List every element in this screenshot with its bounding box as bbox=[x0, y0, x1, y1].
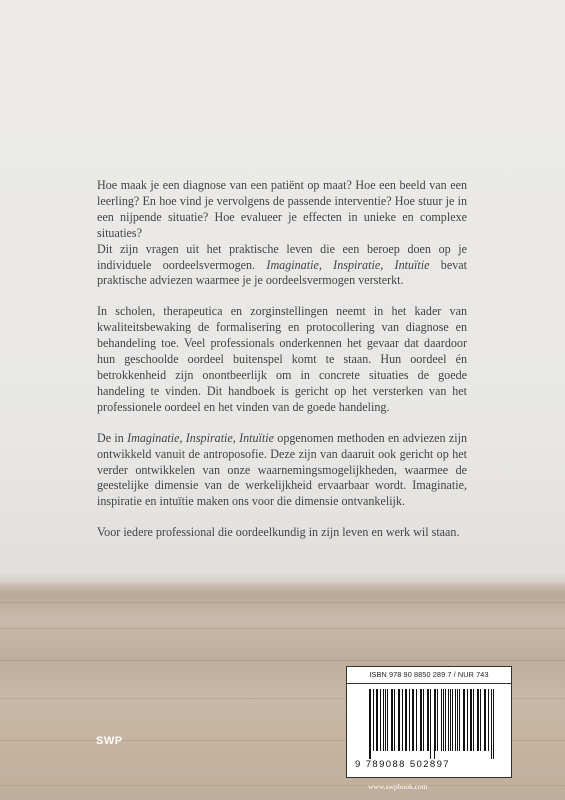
barcode-bar bbox=[394, 689, 395, 751]
floor-plank-line bbox=[0, 785, 565, 786]
blurb-text-span: bevat praktische adviezen waarmee je je oordeelsvermogen versterkt. bbox=[97, 257, 468, 288]
blurb-text-span: opgenomen methoden en adviezen zijn ontwikkeld vanuit de antroposofie. Deze zijn van daaruit ook gericht op het verder ontwikkelen van onze waarnemingsmogelijkheden, waarmee de geestelijke dimensie van de werkelijkheid ervaarbaar wordt. Imaginatie, inspiratie en intuïtie maken ons voor die dimensie ontvankelijk. bbox=[97, 430, 468, 509]
blurb-text-span: De in bbox=[97, 430, 128, 445]
barcode-bar bbox=[437, 689, 438, 751]
isbn-nur-line: ISBN 978 90 8850 289 7 / NUR 743 bbox=[347, 667, 511, 684]
barcode-bar bbox=[399, 689, 400, 751]
barcode-image bbox=[369, 689, 495, 757]
publisher-website: www.swpbook.com bbox=[368, 782, 428, 791]
barcode-bar bbox=[452, 689, 453, 751]
floor-plank-line bbox=[0, 628, 565, 629]
barcode-bar bbox=[448, 689, 449, 751]
barcode-bar bbox=[416, 689, 417, 751]
blurb-questions: Hoe maak je een diagnose van een patiënt op maat? Hoe een beeld van een leerling? En hoe vind je vervolgens de passende interventie? Hoe stuur je in een nijpende situatie? Hoe evalueer je effecten in unieke en complexe situaties? bbox=[97, 178, 467, 240]
blurb-paragraph-3 bbox=[97, 431, 467, 511]
barcode-bar bbox=[480, 689, 481, 751]
floor-plank-line bbox=[0, 660, 565, 661]
barcode-bar bbox=[406, 689, 407, 751]
blurb-text-span: Dit zijn vragen uit het praktische leven die een beroep doen op je individuele oordeelsvermogen. bbox=[97, 241, 467, 272]
barcode-bar bbox=[385, 689, 386, 751]
barcode-bar bbox=[464, 689, 465, 751]
barcode-bar bbox=[387, 689, 388, 751]
barcode-bar bbox=[377, 689, 378, 751]
blurb-paragraph-4: Voor iedere professional die oordeelkundig in zijn leven en werk wil staan. bbox=[97, 525, 460, 540]
barcode-digits: 9 789088 502897 bbox=[355, 759, 450, 770]
blurb-paragraph-1 bbox=[97, 178, 467, 289]
barcode-bar bbox=[473, 689, 474, 751]
barcode-bar bbox=[427, 689, 428, 751]
publisher-logo: SWP bbox=[96, 735, 123, 747]
barcode-panel bbox=[346, 666, 512, 778]
barcode-bar bbox=[373, 689, 374, 751]
floor-plank-line bbox=[0, 602, 565, 603]
barcode-bar bbox=[435, 689, 436, 751]
book-title-italic: Imaginatie, Inspiratie, Intuïtie bbox=[127, 430, 275, 445]
barcode-bar bbox=[420, 689, 421, 751]
blurb-paragraph-2: In scholen, therapeutica en zorginstellingen neemt in het kader van kwaliteitsbewaking de formalisering en protocollering van diagnose en behandeling toe. Veel professionals onderkennen het gevaar dat daardoor hun geschoolde oordeel buitenspel komt te staan. Hun oordeel én betrokkenheid zijn onontbeerlijk om in concrete situaties de goede handeling te vinden. Dit handboek is gericht op het versterken van het professionele oordeel en het vinden van de goede handeling. bbox=[97, 304, 467, 414]
blurb-text bbox=[97, 178, 467, 556]
barcode-bar bbox=[488, 689, 489, 751]
book-title-italic: Imaginatie, Inspiratie, Intuïtie bbox=[266, 257, 430, 272]
barcode-bar bbox=[459, 689, 460, 751]
